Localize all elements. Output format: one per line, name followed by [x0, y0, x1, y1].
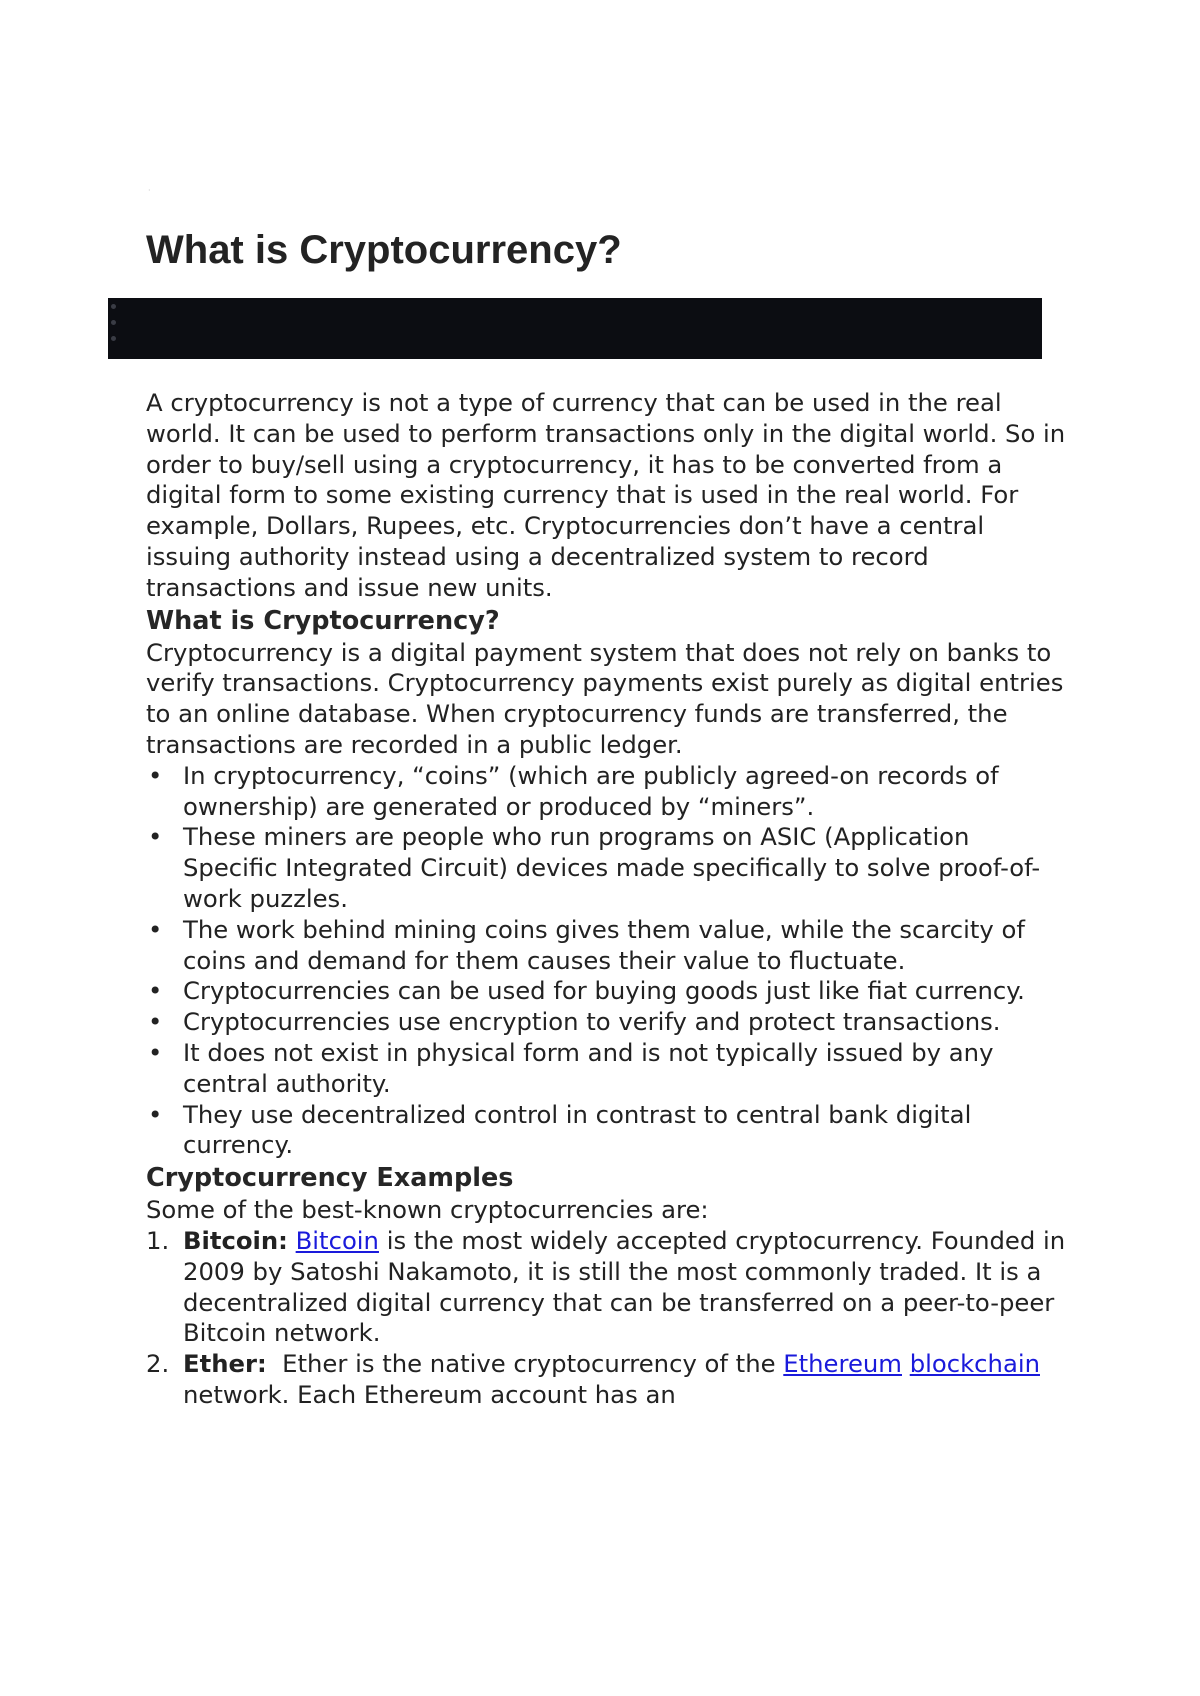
list-item	[146, 822, 1066, 914]
list-item	[146, 976, 1066, 1007]
list-item-text: They use decentralized control in contrast to central bank digital currency.	[183, 1099, 972, 1160]
bar-dot	[111, 320, 116, 325]
list-number: 2.	[146, 1349, 170, 1379]
list-item-text: In cryptocurrency, “coins” (which are publicly agreed-on records of ownership) are generated or produced by “miners”.	[183, 760, 999, 821]
section-heading-examples: Cryptocurrency Examples	[146, 1163, 514, 1194]
bullet-icon: •	[148, 914, 163, 944]
list-item-text: Cryptocurrencies use encryption to verify and protect transactions.	[183, 1007, 1001, 1037]
bar-dots	[111, 304, 117, 352]
example-term: Bitcoin:	[183, 1225, 288, 1255]
document-body	[146, 388, 1066, 1411]
examples-lead: Some of the best-known cryptocurrencies are:	[146, 1195, 709, 1225]
list-item-text: Cryptocurrencies can be used for buying goods just like fiat currency.	[183, 976, 1025, 1006]
bitcoin-link[interactable]: Bitcoin	[295, 1225, 379, 1255]
section1-paragraph: Cryptocurrency is a digital payment system that does not rely on banks to verify transactions. Cryptocurrency payments exist purely as digital entries to an online database. When cryptocurrency funds are transferred, the transactions are recorded in a public ledger.	[146, 637, 1064, 759]
section-heading-what-is: What is Cryptocurrency?	[146, 605, 500, 636]
list-item	[146, 1100, 1066, 1162]
list-item-text: It does not exist in physical form and is not typically issued by any central authority.	[183, 1037, 994, 1098]
bullet-icon: •	[148, 1037, 163, 1067]
list-item	[146, 761, 1066, 823]
bullet-icon: •	[148, 822, 163, 852]
example-text-before: Ether is the native cryptocurrency of the	[266, 1349, 784, 1379]
examples-list	[146, 1226, 1066, 1411]
list-number: 1.	[146, 1225, 170, 1255]
header-marker: ·	[148, 186, 151, 195]
list-item	[146, 1038, 1066, 1100]
intro-paragraph: A cryptocurrency is not a type of currency that can be used in the real world. It can be used to perform transactions only in the digital world. So in order to buy/sell using a cryptocurrency, it has to be converted from a digital form to some existing currency that is used in the real world. For example, Dollars, Rupees, etc. Cryptocurrencies don’t have a central issuing authority instead using a decentralized system to record transactions and issue new units.	[146, 388, 1066, 602]
list-item-text: These miners are people who run programs on ASIC (Application Specific Integrated Circuit) devices made specifically to solve proof-of-work puzzles.	[183, 822, 1041, 913]
bar-dot	[111, 304, 116, 309]
bullet-icon: •	[148, 760, 163, 790]
example-item-ether	[146, 1349, 1066, 1411]
bullet-icon: •	[148, 976, 163, 1006]
blockchain-link[interactable]: blockchain	[909, 1349, 1040, 1379]
feature-bullet-list	[146, 761, 1066, 1161]
example-item-bitcoin	[146, 1226, 1066, 1349]
example-term: Ether:	[183, 1349, 267, 1379]
bullet-icon: •	[148, 1099, 163, 1129]
example-text: is the most widely accepted cryptocurrency. Founded in 2009 by Satoshi Nakamoto, it is still the most commonly traded. It is a decentralized digital currency that can be transferred on a peer-to-peer Bitcoin network.	[183, 1225, 1066, 1348]
list-item	[146, 915, 1066, 977]
page-title: What is Cryptocurrency?	[146, 228, 622, 272]
ethereum-link[interactable]: Ethereum	[783, 1349, 902, 1379]
list-item	[146, 1007, 1066, 1038]
banner-bar	[108, 298, 1042, 359]
example-text-after: network. Each Ethereum account has an	[183, 1379, 676, 1409]
bullet-icon: •	[148, 1007, 163, 1037]
bar-dot	[111, 336, 116, 341]
list-item-text: The work behind mining coins gives them value, while the scarcity of coins and demand for them causes their value to fluctuate.	[183, 914, 1025, 975]
